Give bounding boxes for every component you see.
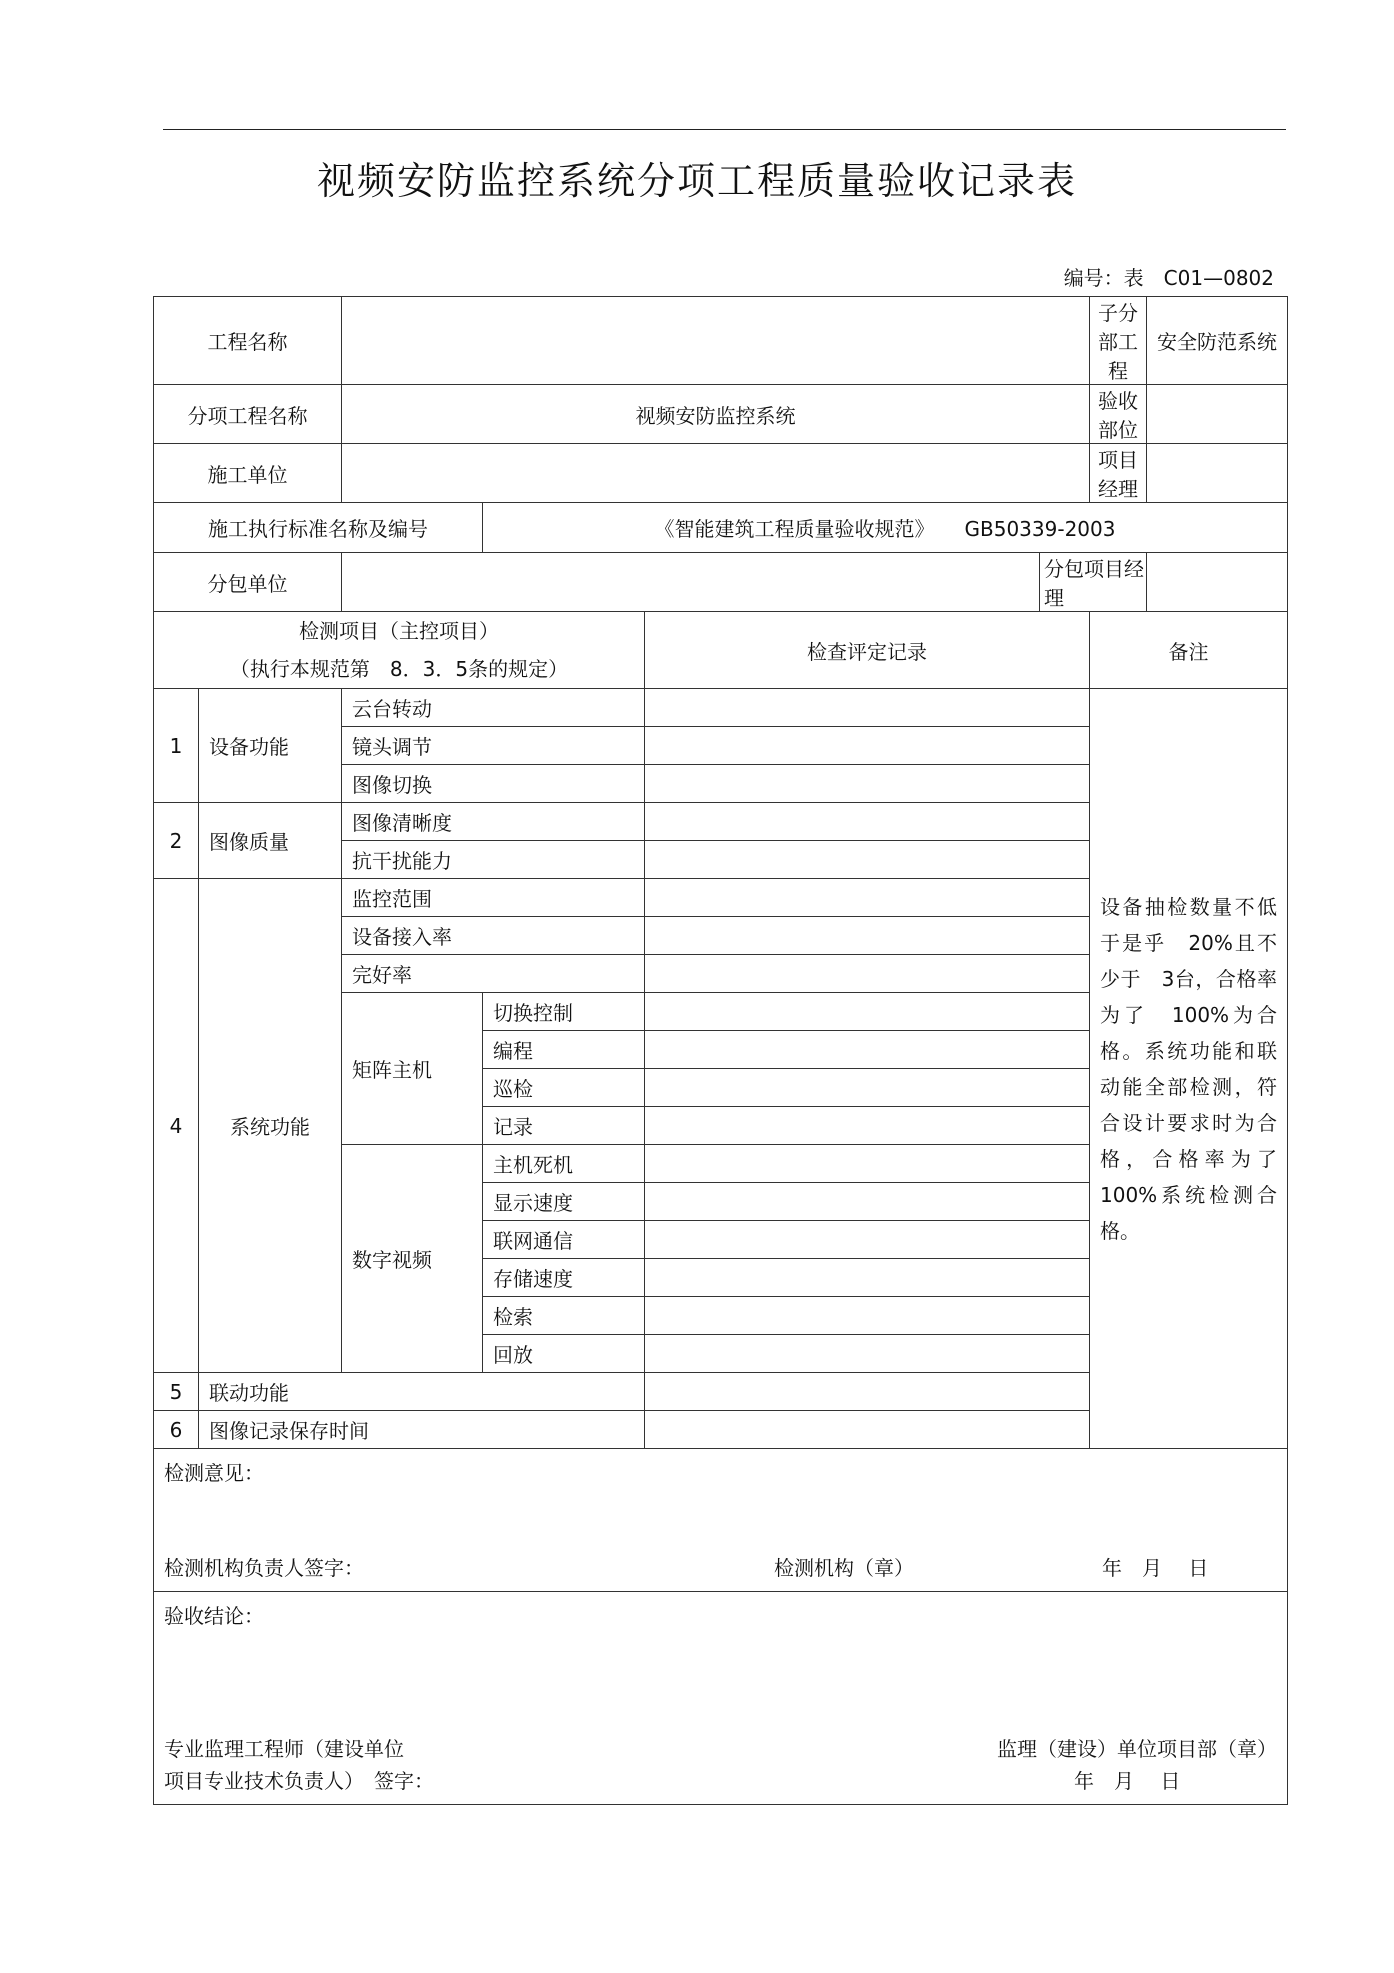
item-name: 镜头调节 bbox=[342, 727, 645, 765]
record-cell[interactable] bbox=[645, 1221, 1090, 1259]
remark-cell bbox=[1090, 689, 1297, 1449]
inspection-opinion-block[interactable] bbox=[154, 1449, 1288, 1592]
record-cell[interactable] bbox=[645, 1373, 1090, 1411]
item-name: 编程 bbox=[483, 1031, 645, 1069]
item-number: 1 bbox=[154, 689, 199, 803]
conclusion-block[interactable] bbox=[154, 1592, 1288, 1805]
inspection-org-label: 检测机构（章） bbox=[774, 1556, 914, 1580]
record-cell[interactable] bbox=[645, 727, 1090, 765]
item-name: 显示速度 bbox=[483, 1183, 645, 1221]
inspection-opinion-label: 检测意见： bbox=[164, 1461, 264, 1485]
conclusion-org-label: 监理（建设）单位项目部（章） bbox=[997, 1737, 1277, 1761]
conclusion-sign-line2: 项目专业技术负责人） 签字： bbox=[164, 1769, 434, 1793]
item-name: 回放 bbox=[483, 1335, 645, 1373]
project-name-field[interactable] bbox=[342, 297, 1090, 385]
page-title: 视频安防监控系统分项工程质量验收记录表 bbox=[316, 159, 1077, 203]
conclusion-date-label: 年 月 日 bbox=[1074, 1769, 1181, 1793]
top-rule bbox=[163, 129, 1286, 130]
record-cell[interactable] bbox=[645, 879, 1090, 917]
standard-field[interactable]: 《智能建筑工程质量验收规范》 GB50339-2003 bbox=[483, 503, 1288, 553]
pm-field[interactable] bbox=[1147, 444, 1288, 503]
item-number: 4 bbox=[154, 879, 199, 1373]
item-name: 联网通信 bbox=[483, 1221, 645, 1259]
record-cell[interactable] bbox=[645, 1069, 1090, 1107]
inspection-date-label: 年 月 日 bbox=[1102, 1556, 1209, 1580]
acceptance-part-field[interactable] bbox=[1147, 385, 1288, 444]
item-name: 检索 bbox=[483, 1297, 645, 1335]
item-number: 5 bbox=[154, 1373, 199, 1411]
item-name: 云台转动 bbox=[342, 689, 645, 727]
standard-label: 施工执行标准名称及编号 bbox=[154, 503, 483, 553]
contractor-field[interactable] bbox=[342, 444, 1090, 503]
record-cell[interactable] bbox=[645, 1107, 1090, 1145]
record-cell[interactable] bbox=[645, 917, 1090, 955]
item-name: 切换控制 bbox=[483, 993, 645, 1031]
remark-column-header: 备注 bbox=[1090, 612, 1288, 689]
record-cell[interactable] bbox=[645, 1335, 1090, 1373]
record-cell[interactable] bbox=[645, 955, 1090, 993]
record-cell[interactable] bbox=[645, 1145, 1090, 1183]
record-cell[interactable] bbox=[645, 1411, 1090, 1449]
item-name: 巡检 bbox=[483, 1069, 645, 1107]
conclusion-label: 验收结论： bbox=[164, 1604, 264, 1628]
item-group-name: 图像记录保存时间 bbox=[199, 1411, 645, 1449]
record-cell[interactable] bbox=[645, 803, 1090, 841]
subcontractor-field[interactable] bbox=[342, 553, 1040, 612]
acceptance-part-label: 验收部位 bbox=[1090, 385, 1147, 444]
item-name: 设备接入率 bbox=[342, 917, 645, 955]
sub-group-name: 数字视频 bbox=[342, 1145, 483, 1373]
record-cell[interactable] bbox=[645, 1031, 1090, 1069]
record-cell[interactable] bbox=[645, 841, 1090, 879]
inspection-sign-label: 检测机构负责人签字： bbox=[164, 1556, 364, 1580]
item-number: 6 bbox=[154, 1411, 199, 1449]
conclusion-sign-line1: 专业监理工程师（建设单位 bbox=[164, 1737, 404, 1761]
sub-pm-field[interactable] bbox=[1147, 553, 1288, 612]
item-name: 图像切换 bbox=[342, 765, 645, 803]
pm-label: 项目经理 bbox=[1090, 444, 1147, 503]
item-name: 图像清晰度 bbox=[342, 803, 645, 841]
sub-group-name: 矩阵主机 bbox=[342, 993, 483, 1145]
item-name: 记录 bbox=[483, 1107, 645, 1145]
record-cell[interactable] bbox=[645, 1259, 1090, 1297]
record-cell[interactable] bbox=[645, 689, 1090, 727]
sub-division-field[interactable]: 安全防范系统 bbox=[1147, 297, 1288, 385]
contractor-label: 施工单位 bbox=[154, 444, 342, 503]
item-group-name: 系统功能 bbox=[199, 879, 342, 1373]
sub-division-label bbox=[1090, 297, 1147, 385]
item-group-name: 设备功能 bbox=[199, 689, 342, 803]
record-cell[interactable] bbox=[645, 1297, 1090, 1335]
project-name-label: 工程名称 bbox=[154, 297, 342, 385]
item-name: 主机死机 bbox=[483, 1145, 645, 1183]
subcontractor-label: 分包单位 bbox=[154, 553, 342, 612]
item-column-header bbox=[154, 612, 645, 689]
remark-text: 设备抽检数量不低于是乎 20%且不少于 3台，合格率为了 100%为合格。系统功能和联动能全部检测，符合设计要求时为合格，合格率为了 100%系统检测合格。 bbox=[1100, 894, 1297, 1243]
sub-division-label-text: 子分部工程 bbox=[1098, 301, 1138, 383]
record-cell[interactable] bbox=[645, 993, 1090, 1031]
record-column-header: 检查评定记录 bbox=[645, 612, 1090, 689]
item-number: 2 bbox=[154, 803, 199, 879]
item-name: 抗干扰能力 bbox=[342, 841, 645, 879]
sub-pm-label: 分包项目经理 bbox=[1040, 553, 1147, 612]
item-header-line2: （执行本规范第 8．3．5条的规定） bbox=[229, 657, 569, 681]
acceptance-table bbox=[153, 296, 1297, 1805]
record-cell[interactable] bbox=[645, 765, 1090, 803]
item-group-name: 联动功能 bbox=[199, 1373, 645, 1411]
form-code: 编号：表 C01—0802 bbox=[1063, 266, 1274, 290]
sub-item-field[interactable]: 视频安防监控系统 bbox=[342, 385, 1090, 444]
item-name: 存储速度 bbox=[483, 1259, 645, 1297]
sub-item-label: 分项工程名称 bbox=[154, 385, 342, 444]
item-name: 监控范围 bbox=[342, 879, 645, 917]
item-header-line1: 检测项目（主控项目） bbox=[299, 619, 499, 643]
record-cell[interactable] bbox=[645, 1183, 1090, 1221]
item-group-name: 图像质量 bbox=[199, 803, 342, 879]
item-name: 完好率 bbox=[342, 955, 645, 993]
